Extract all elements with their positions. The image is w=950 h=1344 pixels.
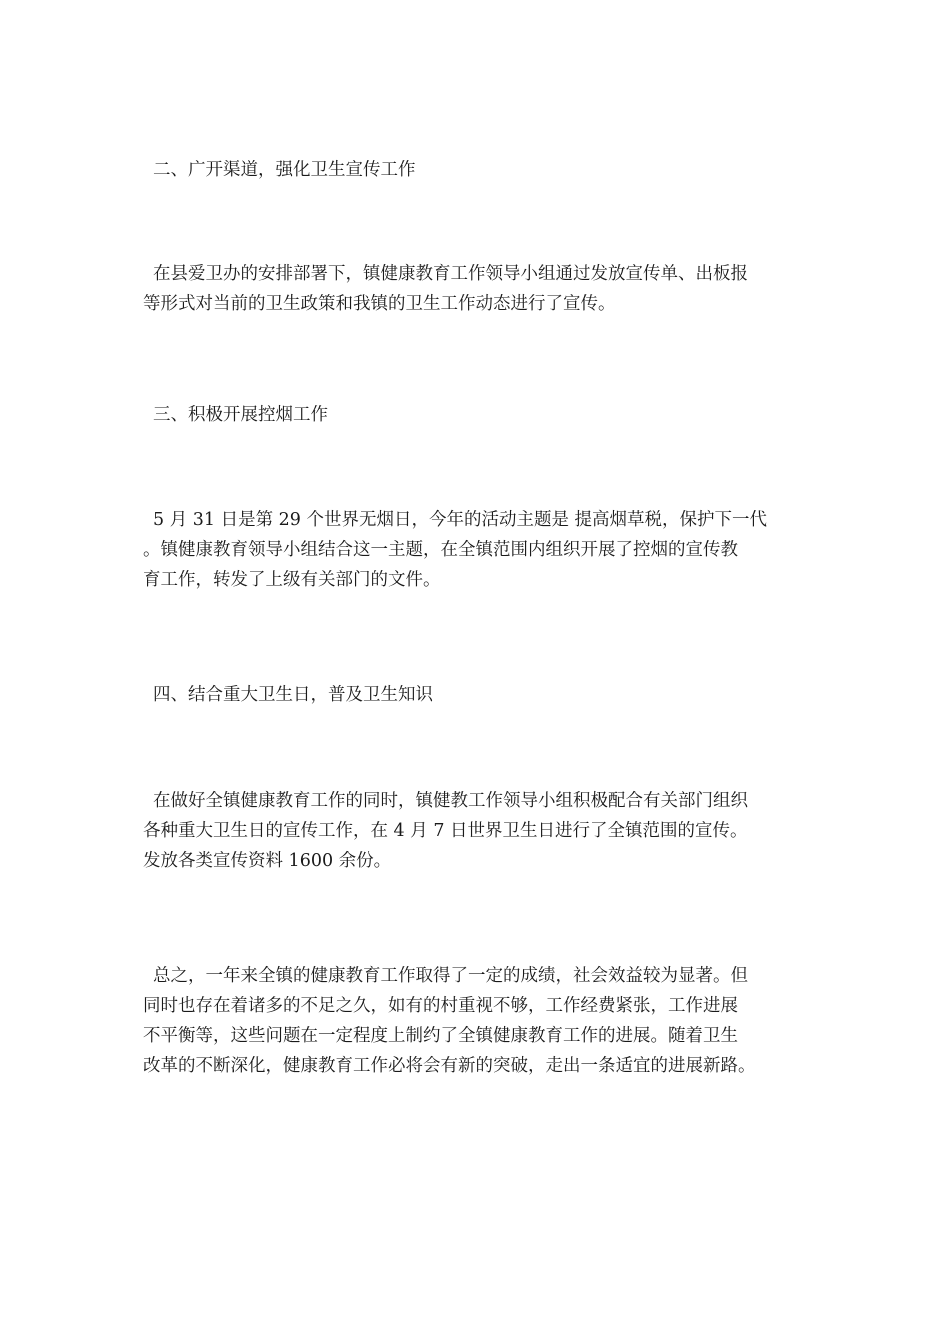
heading-text: 二、广开渠道，强化卫生宣传工作 — [153, 160, 416, 180]
paragraph — [143, 786, 823, 876]
paragraph-line: 等形式对当前的卫生政策和我镇的卫生工作动态进行了宣传。 — [143, 294, 616, 314]
conclusion-paragraph — [143, 961, 823, 1081]
heading-text: 四、结合重大卫生日，普及卫生知识 — [153, 685, 433, 705]
paragraph-line: 。镇健康教育领导小组结合这一主题，在全镇范围内组织开展了控烟的宣传教 — [143, 540, 738, 560]
heading-text: 三、积极开展控烟工作 — [153, 405, 328, 425]
paragraph-line: 各种重大卫生日的宣传工作，在 4 月 7 日世界卫生日进行了全镇范围的宣传。 — [143, 821, 748, 841]
section-heading — [143, 680, 823, 710]
paragraph-line: 5 月 31 日是第 29 个世界无烟日，今年的活动主题是 提高烟草税，保护下一代 — [153, 510, 768, 530]
paragraph-line: 在县爱卫办的安排部署下，镇健康教育工作领导小组通过发放宣传单、出板报 — [153, 264, 748, 284]
paragraph — [143, 259, 823, 319]
paragraph-line: 改革的不断深化，健康教育工作必将会有新的突破，走出一条适宜的进展新路。 — [143, 1056, 756, 1076]
paragraph-line: 在做好全镇健康教育工作的同时，镇健教工作领导小组积极配合有关部门组织 — [153, 791, 748, 811]
section-heading — [143, 155, 823, 185]
paragraph-line: 同时也存在着诸多的不足之久，如有的村重视不够，工作经费紧张，工作进展 — [143, 996, 738, 1016]
paragraph-line: 不平衡等，这些问题在一定程度上制约了全镇健康教育工作的进展。随着卫生 — [143, 1026, 738, 1046]
paragraph — [143, 505, 823, 595]
section-heading — [143, 400, 823, 430]
paragraph-line: 发放各类宣传资料 1600 余份。 — [143, 851, 392, 871]
paragraph-line: 育工作，转发了上级有关部门的文件。 — [143, 570, 441, 590]
paragraph-line: 总之，一年来全镇的健康教育工作取得了一定的成绩，社会效益较为显著。但 — [153, 966, 748, 986]
